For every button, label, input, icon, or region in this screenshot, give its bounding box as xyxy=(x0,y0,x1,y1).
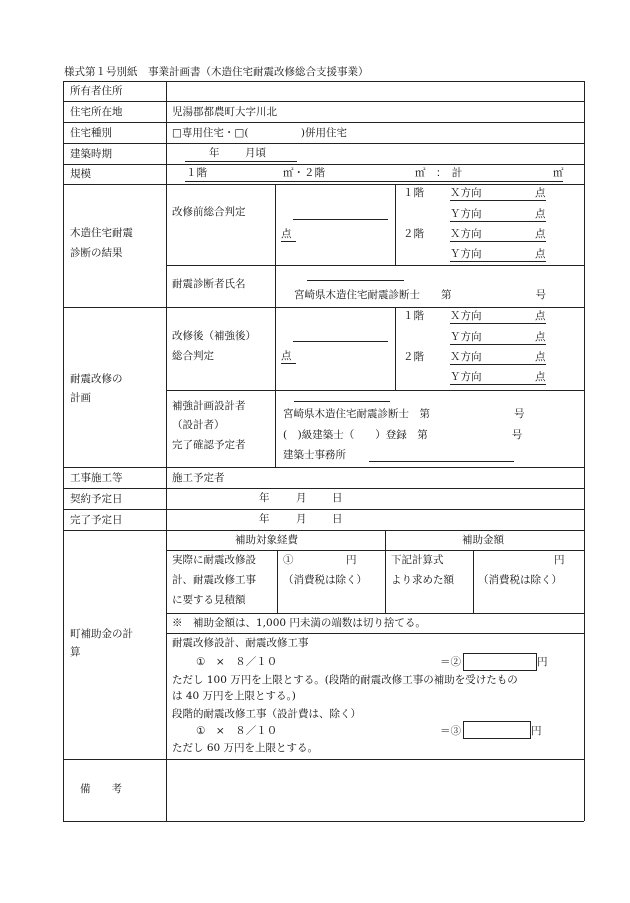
pre-f1-y-underline xyxy=(450,221,546,222)
formula-tax-note: （消費税は除く） xyxy=(478,574,562,586)
calc-formula-2: ① × ８／１０ xyxy=(196,725,278,737)
pre-judgment-point: 点 xyxy=(281,228,292,240)
label-column-divider xyxy=(166,81,167,821)
designer-label-2: （設計者） xyxy=(172,419,225,431)
house-address-value: 児湯郡都農町大字川北 xyxy=(172,106,277,118)
col-line xyxy=(275,390,276,467)
eligible-cost-header: 補助対象経費 xyxy=(235,534,298,546)
pre-f2-y-point: 点 xyxy=(535,248,546,260)
post-f2-y-dir: Ｙ方向 xyxy=(450,371,482,383)
estimate-label-2: 計、耐震改修工事 xyxy=(172,574,256,586)
pre-judgment-underline xyxy=(293,219,388,220)
col-line xyxy=(275,184,276,390)
post-f2-x-underline xyxy=(450,364,546,365)
post-floor2-label: ２階 xyxy=(403,351,424,363)
pre-floor1-label: １階 xyxy=(403,187,424,199)
frame-right xyxy=(584,81,585,821)
designer-office-underline xyxy=(369,461,514,462)
row-line xyxy=(63,164,584,165)
build-date-month: 月頃 xyxy=(245,147,266,159)
completion-month: 月 xyxy=(296,513,307,525)
estimate-label-1: 実際に耐震改修設 xyxy=(172,554,256,566)
post-f2-x-point: 点 xyxy=(535,351,546,363)
designer-label-1: 補強計画設計者 xyxy=(172,400,246,412)
calc-note-2: ただし 60 万円を上限とする。 xyxy=(172,742,319,754)
post-f1-y-point: 点 xyxy=(535,331,546,343)
row-line xyxy=(63,101,584,102)
post-floor1-label: １階 xyxy=(403,310,424,322)
contract-label: 契約予定日 xyxy=(70,493,123,505)
pre-f1-x-point: 点 xyxy=(535,187,546,199)
pre-judgment-label: 改修前総合判定 xyxy=(172,206,246,218)
col-line xyxy=(395,184,396,265)
designer-name-underline xyxy=(294,401,390,402)
formula-yen: 円 xyxy=(554,554,565,566)
designer-line1: 宮崎県木造住宅耐震診断士 第 号 xyxy=(283,408,525,420)
row-line xyxy=(63,467,584,468)
post-f2-y-underline xyxy=(450,384,546,385)
build-date-underline xyxy=(185,161,297,162)
col-line xyxy=(473,550,474,613)
row-line xyxy=(63,509,584,510)
calc-result-2: ＝③ xyxy=(440,725,461,737)
row-line xyxy=(63,488,584,489)
pre-f2-y-underline xyxy=(450,261,546,262)
scale-total-unit: ㎡ xyxy=(553,167,564,179)
remarks-label: 備 考 xyxy=(80,783,122,795)
construction-label: 工事施工等 xyxy=(70,472,123,484)
row-line xyxy=(63,307,584,308)
row-line xyxy=(166,390,584,391)
build-date-year: 年 xyxy=(209,147,220,159)
row-line xyxy=(63,184,584,185)
estimate-tax-note: （消費税は除く） xyxy=(283,574,367,586)
post-judgment-label-2: 総合判定 xyxy=(172,350,214,362)
row-line xyxy=(63,81,584,82)
scale-underline xyxy=(185,181,563,182)
contract-month: 月 xyxy=(296,492,307,504)
pre-f1-y-dir: Ｙ方向 xyxy=(450,208,482,220)
pre-f2-x-underline xyxy=(450,241,546,242)
post-f1-x-underline xyxy=(450,323,546,324)
house-address-label: 住宅所在地 xyxy=(70,106,123,118)
pre-f1-y-point: 点 xyxy=(535,208,546,220)
subsidy-amount-header: 補助金額 xyxy=(462,534,504,546)
calc-title-2: 段階的耐震改修工事（設計費は、除く） xyxy=(172,708,361,720)
diagnosis-label-2: 診断の結果 xyxy=(70,247,123,259)
calc-formula-1: ① × ８／１０ xyxy=(196,656,278,668)
scale-label: 規模 xyxy=(70,168,91,180)
contract-year: 年 xyxy=(259,492,270,504)
post-f1-x-point: 点 xyxy=(535,310,546,322)
col-line xyxy=(277,550,278,613)
calc-result-2-field[interactable] xyxy=(463,721,531,739)
estimate-label-3: に要する見積額 xyxy=(172,594,246,606)
designer-line3: 建築士事務所 xyxy=(283,449,346,461)
estimate-amount: ① 円 xyxy=(283,554,357,566)
row-line xyxy=(63,530,584,531)
frame-left xyxy=(63,81,64,821)
post-judgment-underline xyxy=(293,341,388,342)
col-line xyxy=(395,307,396,390)
completion-day: 日 xyxy=(332,513,343,525)
subsidy-label-1: 町補助金の計 xyxy=(70,628,133,640)
post-f2-y-point: 点 xyxy=(535,371,546,383)
row-line xyxy=(63,122,584,123)
construction-value: 施工予定者 xyxy=(172,472,225,484)
post-f2-x-dir: Ｘ方向 xyxy=(450,351,482,363)
contract-day: 日 xyxy=(332,492,343,504)
pre-judgment-point-underline xyxy=(281,241,296,242)
post-f1-x-dir: Ｘ方向 xyxy=(450,310,482,322)
house-type-label: 住宅種別 xyxy=(70,127,112,139)
owner-address-label: 所有者住所 xyxy=(70,85,123,97)
retrofit-label-2: 計画 xyxy=(70,392,91,404)
diagnostician-value: 宮崎県木造住宅耐震診断士 第 号 xyxy=(294,289,546,301)
post-f1-y-dir: Ｙ方向 xyxy=(450,331,482,343)
calc-result-1: ＝② xyxy=(440,656,461,668)
designer-label-3: 完了確認予定者 xyxy=(172,439,246,451)
diagnostician-name-underline xyxy=(307,280,404,281)
designer-line2: ( )級建築士（ ）登録 第 号 xyxy=(283,429,523,441)
post-f1-y-underline xyxy=(450,344,546,345)
scale-floor2: ㎡・２階 xyxy=(283,167,325,179)
build-date-label: 建築時期 xyxy=(70,148,112,160)
pre-f1-x-underline xyxy=(450,200,546,201)
diagnosis-label-1: 木造住宅耐震 xyxy=(70,227,133,239)
calc-result-1-field[interactable] xyxy=(463,653,537,671)
row-line xyxy=(166,613,584,614)
row-line xyxy=(166,265,584,266)
form-title: 様式第１号別紙 事業計画書（木造住宅耐震改修総合支援事業） xyxy=(64,66,369,78)
formula-label-1: 下記計算式 xyxy=(391,554,444,566)
post-judgment-label-1: 改修後（補強後） xyxy=(172,330,256,342)
formula-label-2: より求めた額 xyxy=(391,574,454,586)
pre-f2-x-dir: Ｘ方向 xyxy=(450,228,482,240)
subsidy-label-2: 算 xyxy=(70,646,81,658)
retrofit-label-1: 耐震改修の xyxy=(70,373,123,385)
scale-floor1: １階 xyxy=(186,167,207,179)
calc-result-2-yen: 円 xyxy=(531,725,542,737)
row-line xyxy=(63,143,584,144)
post-judgment-point-underline xyxy=(281,363,296,364)
pre-f1-x-dir: Ｘ方向 xyxy=(450,187,482,199)
pre-f2-y-dir: Ｙ方向 xyxy=(450,248,482,260)
house-type-value: □専用住宅・□( )併用住宅 xyxy=(172,127,348,139)
row-line xyxy=(166,550,584,551)
row-line xyxy=(63,821,584,822)
calc-note-1b: は 40 万円を上限とする。) xyxy=(172,690,296,702)
rounding-note: ※ 補助金額は、1,000 円未満の端数は切り捨てる。 xyxy=(172,617,426,629)
row-line xyxy=(63,759,584,760)
post-judgment-point: 点 xyxy=(281,350,292,362)
pre-f2-x-point: 点 xyxy=(535,228,546,240)
diagnostician-label: 耐震診断者氏名 xyxy=(172,278,246,290)
scale-total: ㎡ ： 計 xyxy=(415,167,463,179)
completion-year: 年 xyxy=(259,513,270,525)
calc-note-1a: ただし 100 万円を上限とする。(段階的耐震改修工事の補助を受けたもの xyxy=(172,674,518,686)
row-line xyxy=(166,633,584,634)
calc-result-1-yen: 円 xyxy=(537,656,548,668)
completion-label: 完了予定日 xyxy=(70,514,123,526)
pre-floor2-label: ２階 xyxy=(403,228,424,240)
col-line xyxy=(385,530,386,613)
calc-title-1: 耐震改修設計、耐震改修工事 xyxy=(172,637,309,649)
